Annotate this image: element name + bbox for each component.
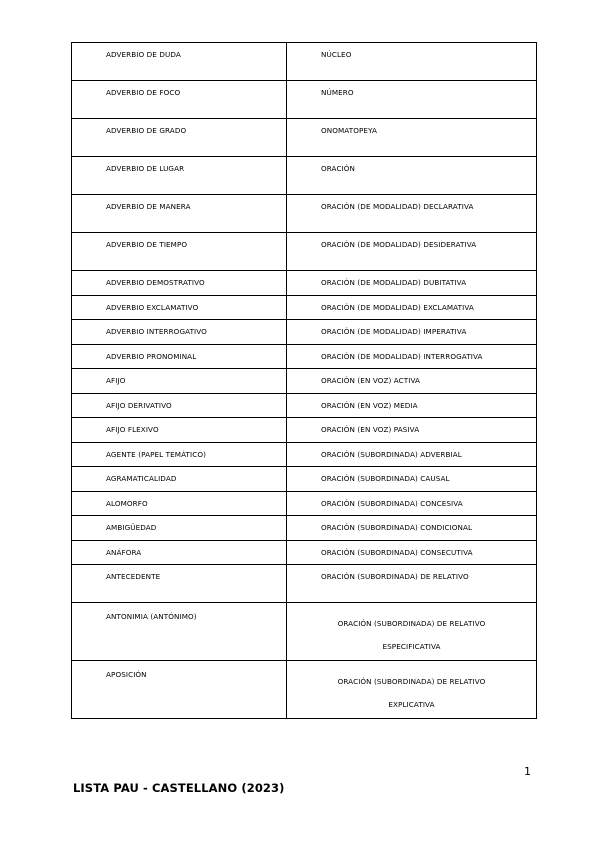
table-row (72, 369, 537, 394)
term-cell: ORACIÓN (DE MODALIDAD) INTERROGATIVA (287, 344, 537, 369)
term-cell: ORACIÓN (287, 157, 537, 195)
term-cell: ADVERBIO DE TIEMPO (72, 233, 287, 271)
term-cell: ORACIÓN (DE MODALIDAD) DESIDERATIVA (287, 233, 537, 271)
term-line: ORACIÓN (SUBORDINADA) DE RELATIVO (337, 619, 486, 628)
table-row (72, 157, 537, 195)
term-cell: AFIJO DERIVATIVO (72, 393, 287, 418)
table-row (72, 195, 537, 233)
term-cell: ORACIÓN (SUBORDINADA) CONSECUTIVA (287, 540, 537, 565)
term-cell: ORACIÓN (SUBORDINADA) DE RELATIVO (287, 565, 537, 603)
term-cell: AFIJO FLEXIVO (72, 418, 287, 443)
term-cell: NÚMERO (287, 81, 537, 119)
footer-title: LISTA PAU - CASTELLANO (2023) (73, 781, 285, 795)
term-cell: ANTONIMIA (ANTÓNIMO) (72, 603, 287, 661)
term-cell: AGENTE (PAPEL TEMÁTICO) (72, 442, 287, 467)
table-row (72, 516, 537, 541)
table-row (72, 119, 537, 157)
term-cell: AMBIGÜEDAD (72, 516, 287, 541)
term-cell: ORACIÓN (DE MODALIDAD) EXCLAMATIVA (287, 295, 537, 320)
term-cell: ADVERBIO DE DUDA (72, 43, 287, 81)
table-row (72, 540, 537, 565)
table-row (72, 661, 537, 719)
term-cell: APOSICIÓN (72, 661, 287, 719)
term-cell: ORACIÓN (SUBORDINADA) CONDICIONAL (287, 516, 537, 541)
term-cell: ADVERBIO DE GRADO (72, 119, 287, 157)
term-cell: ORACIÓN (EN VOZ) ACTIVA (287, 369, 537, 394)
term-cell: AFIJO (72, 369, 287, 394)
table-row (72, 565, 537, 603)
table-row (72, 320, 537, 345)
term-cell (287, 603, 537, 661)
table-row (72, 418, 537, 443)
term-cell: ORACIÓN (DE MODALIDAD) DECLARATIVA (287, 195, 537, 233)
table-row (72, 442, 537, 467)
term-cell: NÚCLEO (287, 43, 537, 81)
table-row (72, 491, 537, 516)
term-cell: ALOMORFO (72, 491, 287, 516)
term-line: EXPLICATIVA (388, 700, 435, 709)
term-cell: ANÁFORA (72, 540, 287, 565)
term-cell (287, 661, 537, 719)
table-row (72, 43, 537, 81)
page-number: 1 (524, 765, 531, 778)
term-cell: ORACIÓN (SUBORDINADA) ADVERBIAL (287, 442, 537, 467)
table-row (72, 603, 537, 661)
term-cell: ANTECEDENTE (72, 565, 287, 603)
table-row (72, 271, 537, 296)
term-line: ORACIÓN (SUBORDINADA) DE RELATIVO (337, 677, 486, 686)
terms-table (71, 42, 537, 719)
term-line: ESPECIFICATIVA (382, 642, 441, 651)
term-cell: ADVERBIO DE FOCO (72, 81, 287, 119)
term-cell: ORACIÓN (SUBORDINADA) CONCESIVA (287, 491, 537, 516)
term-cell: ORACIÓN (SUBORDINADA) CAUSAL (287, 467, 537, 492)
term-cell: ADVERBIO INTERROGATIVO (72, 320, 287, 345)
term-cell: ORACIÓN (DE MODALIDAD) DUBITATIVA (287, 271, 537, 296)
term-cell: ADVERBIO PRONOMINAL (72, 344, 287, 369)
term-cell: AGRAMATICALIDAD (72, 467, 287, 492)
table-row (72, 344, 537, 369)
term-cell: ADVERBIO DEMOSTRATIVO (72, 271, 287, 296)
term-cell: ORACIÓN (EN VOZ) PASIVA (287, 418, 537, 443)
term-cell: ADVERBIO DE MANERA (72, 195, 287, 233)
term-cell: ONOMATOPEYA (287, 119, 537, 157)
term-cell: ADVERBIO EXCLAMATIVO (72, 295, 287, 320)
term-cell: ADVERBIO DE LUGAR (72, 157, 287, 195)
table-row (72, 233, 537, 271)
table-row (72, 467, 537, 492)
table-row (72, 393, 537, 418)
term-cell: ORACIÓN (DE MODALIDAD) IMPERATIVA (287, 320, 537, 345)
table-row (72, 295, 537, 320)
term-cell: ORACIÓN (EN VOZ) MEDIA (287, 393, 537, 418)
table-row (72, 81, 537, 119)
